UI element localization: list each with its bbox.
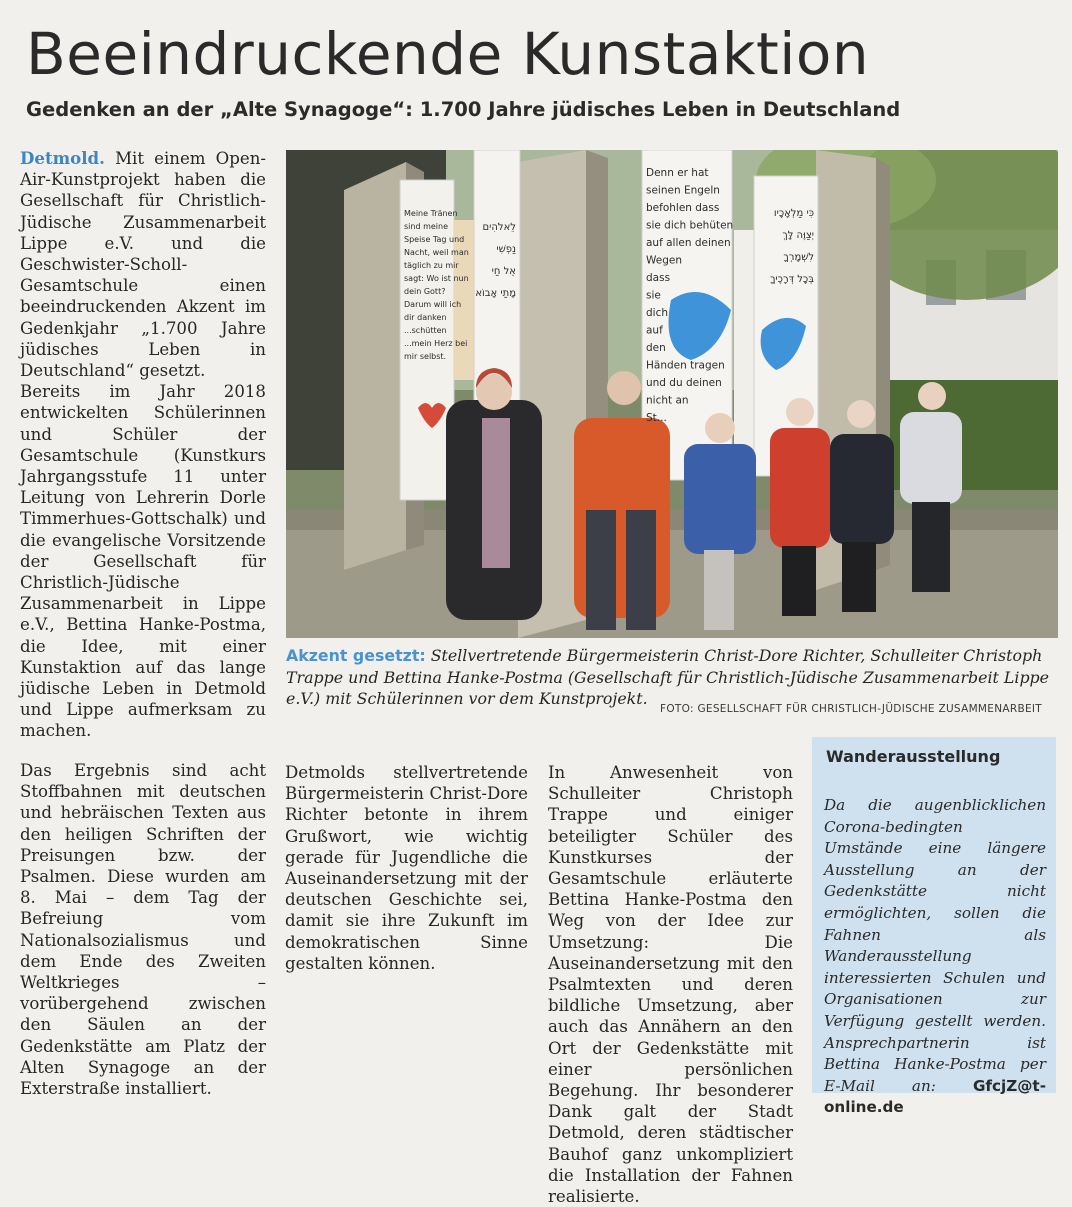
banner-text-de-1: Nacht, weil man [404, 248, 469, 257]
caption-text: Stellvertretende Bürgermeisterin Christ-Dore Richter, Schulleiter Christoph Trappe und Bettina Hanke-Postma (Gesellschaft für Christlich-Jüdische Zusammenarbeit Lippe e.V.) mit Schülerinnen vor dem Kunstprojekt. [286, 646, 1050, 708]
sidebar-text: Da die augenblicklichen Corona-bedingten Umstände eine längere Ausstellung an der Gedenkstätte nicht ermöglichten, sollen die Fahnen als Wanderausstellung interessierten Schulen und Organisationen zur Verfügung gestellt werden. Ansprechpartnerin ist Bettina Hanke-Postma per E-Mail an: [824, 796, 1046, 1095]
paragraph-intro [20, 148, 266, 381]
column-3 [548, 762, 793, 1207]
paragraph-1-text: Mit einem Open-Air-Kunstprojekt haben die Gesellschaft für Christlich-Jüdische Zusammenarbeit Lippe e.V. und die Geschwister-Scholl-Gesamtschule einen beeindruckenden Akzent im Gedenkjahr „1.700 Jahre jüdisches Leben in Deutschland“ gesetzt. [20, 149, 266, 381]
banner-text-de-2: nicht an [646, 394, 689, 407]
photo-credit: FOTO: GESELLSCHAFT FÜR CHRISTLICH-JÜDISCHE ZUSAMMENARBEIT [660, 703, 1043, 715]
banner-text-de-2: sie [646, 289, 661, 302]
banner-text-de-1: ...schütten [404, 326, 447, 335]
caption-lead: Akzent gesetzt: [286, 646, 426, 665]
banner-text-he-1: מָתַי אָבוֹא [475, 288, 516, 299]
contact-email: GfcjZ@t-online.de [824, 1076, 1046, 1117]
column-2 [285, 762, 528, 974]
banner-text-de-1: dein Gott? [404, 287, 446, 296]
banner-text-de-2: auf [646, 324, 663, 337]
banner-text-de-2: und du deinen [646, 377, 722, 389]
banner-text-de-1: sagt: Wo ist nun [404, 274, 469, 283]
dateline: Detmold. [20, 148, 105, 168]
banner-text-de-2: seinen Engeln [646, 184, 720, 197]
headline: Beeindruckende Kunstaktion [26, 20, 870, 88]
banner-text-de-1: täglich zu mir [404, 261, 459, 270]
banner-text-de-2: den [646, 342, 666, 354]
banner-text-de-1: Darum will ich [404, 300, 462, 309]
banner-text-de-2: dass [646, 272, 671, 284]
banner-text-de-2: auf allen deinen [646, 237, 731, 249]
paragraph-2: Bereits im Jahr 2018 entwickelten Schülerinnen und Schüler der Gesamtschule (Kunstkurs Jahrgangsstufe 11 unter Leitung von Lehrerin Dorle Timmerhues-Gottschalk) und die evangelische Vorsitzende der Gesellschaft für Christlich-Jüdische Zusammenarbeit in Lippe e.V., Bettina Hanke-Postma, die Idee, mit einer Kunstaktion auf das lange jüdische Leben in Detmold und Lippe aufmerksam zu machen. [20, 382, 266, 741]
column-1 [20, 148, 266, 742]
banner-text-de-1: sind meine [404, 222, 449, 231]
banner-text-de-1: mir selbst. [404, 352, 447, 361]
banner-text-de-1: Speise Tag und [404, 235, 465, 244]
banner-text-de-2: St... [646, 412, 667, 424]
column-1-continued [20, 760, 266, 1099]
sidebar-title: Wanderausstellung [826, 747, 1001, 766]
banner-text-de-2: Händen tragen [646, 359, 725, 372]
banner-text-de-2: dich [646, 307, 669, 319]
banner-text-de-1: dir danken [404, 313, 447, 322]
sidebar-text-block [824, 795, 1046, 1119]
paragraph-5: In Anwesenheit von Schulleiter Christoph Trappe und einiger beteiligter Schüler des Kunstkurses der Gesamtschule erläuterte Bettina Hanke-Postma den Weg von der Idee zur Umsetzung: Die Auseinandersetzung mit den Psalmtexten und deren bildliche Umsetzung, aber auch das Annähern an den Ort der Gedenkstätte mit einer persönlichen Begehung. Ihr besonderer Dank galt der Stadt Detmold, deren städtischer Bauhof ganz unkompliziert die Installation der Fahnen realisierte. [548, 763, 793, 1207]
banner-text-he-2: לִשְׁמָרְךָ [783, 252, 814, 263]
banner-text-de-2: Wegen [646, 254, 683, 267]
banner-text-de-1: Meine Tränen [404, 209, 458, 218]
banner-text-he-1: אֵל חַי [491, 266, 516, 277]
sidebar-box [812, 737, 1056, 1117]
banner-text-de-2: Denn er hat [646, 167, 709, 179]
banner-text-de-2: sie dich behüten [646, 219, 734, 232]
paragraph-4: Detmolds stellvertretende Bürgermeisterin Christ-Dore Richter betonte in ihrem Grußwort, wie wichtig gerade für Jugendliche die Auseinandersetzung mit der deutschen Geschichte sei, damit sie ihre Zukunft im demokratischen Sinne gestalten können. [285, 763, 528, 973]
banner-text-he-1: נַפְשִׁי [496, 244, 516, 255]
paragraph-3: Das Ergebnis sind acht Stoffbahnen mit deutschen und hebräischen Texten aus den heiligen Schriften der Preisungen bzw. der Psalmen. Diese wurden am 8. Mai – dem Tag der Befreiung vom Nationalsozialismus und dem Ende des Zweiten Weltkrieges – vorübergehend zwischen den Säulen an der Gedenkstätte am Platz der Alten Synagoge an der Exterstraße installiert. [20, 761, 266, 1099]
banner-text-de-1: ...mein Herz bei [404, 339, 468, 348]
banner-text-he-2: כִּי מַלְאָכָיו [773, 208, 814, 219]
photo-caption [286, 645, 1058, 710]
photo-illustration [286, 150, 1058, 638]
banner-text-he-2: יְצַוֶּה לָּךְ [782, 230, 814, 241]
subheadline: Gedenken an der „Alte Synagoge“: 1.700 Jahre jüdisches Leben in Deutschland [26, 98, 901, 121]
banner-text-de-2: befohlen dass [646, 202, 720, 214]
article-photo [286, 150, 1058, 638]
banner-text-he-2: בְּכָל דְּרָכֶיךָ [770, 274, 814, 285]
banner-text-he-1: לֵאלֹהִים [482, 222, 516, 233]
